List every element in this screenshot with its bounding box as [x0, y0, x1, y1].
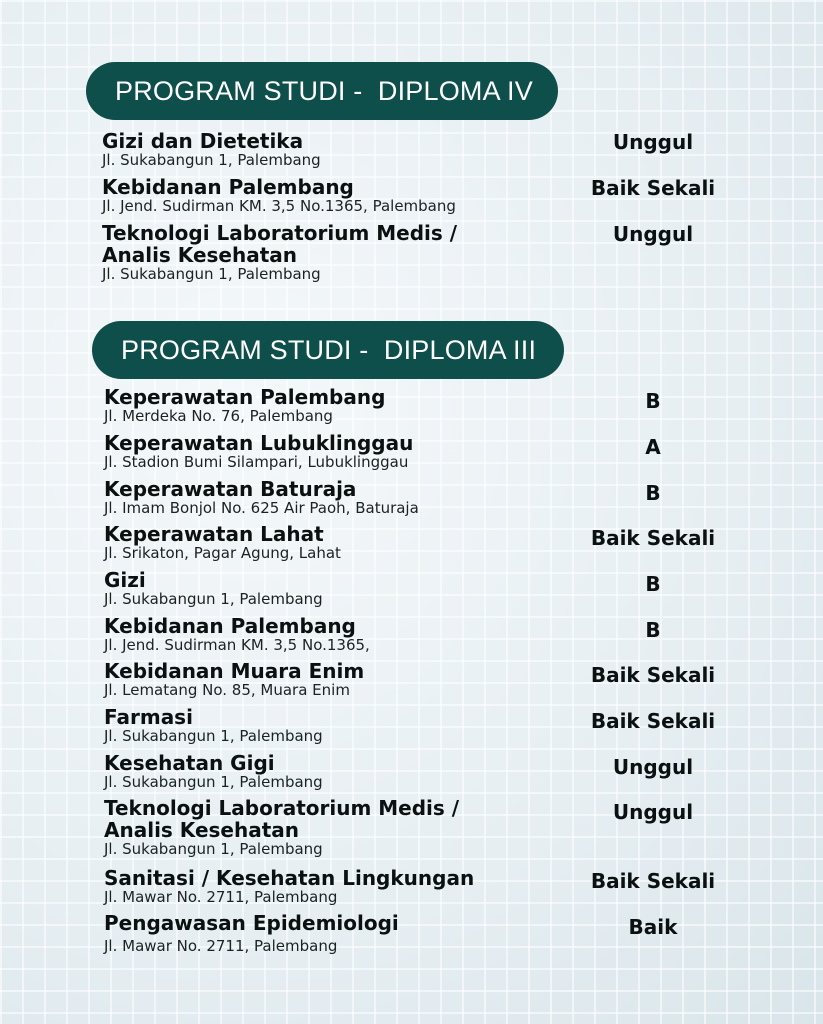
accreditation-grade: Unggul	[612, 130, 694, 154]
program-name-line-1: Teknologi Laboratorium Medis /	[102, 221, 458, 245]
program-address: Jl. Lematang No. 85, Muara Enim	[104, 681, 350, 699]
program-address: Jl. Merdeka No. 76, Palembang	[104, 407, 333, 425]
program-name: Gizi	[104, 568, 146, 592]
accreditation-grade: Baik Sekali	[590, 663, 716, 687]
program-entry	[104, 797, 459, 857]
program-entry	[104, 912, 399, 954]
accreditation-grade: A	[645, 435, 661, 459]
program-name: Keperawatan Lubuklinggau	[104, 431, 414, 455]
program-address: Jl. Stadion Bumi Silampari, Lubuklinggau	[104, 453, 409, 471]
program-entry	[104, 523, 341, 561]
accreditation-grade: Baik	[628, 915, 678, 939]
program-address: Jl. Sukabangun 1, Palembang	[102, 265, 321, 283]
program-entry	[104, 432, 413, 470]
program-entry	[104, 386, 385, 424]
program-entry	[104, 752, 323, 790]
program-entry	[104, 569, 323, 607]
program-address: Jl. Sukabangun 1, Palembang	[104, 590, 323, 608]
program-address: Jl. Sukabangun 1, Palembang	[102, 151, 321, 169]
program-entry	[104, 706, 323, 744]
program-name: Farmasi	[104, 705, 193, 729]
program-entry	[102, 222, 457, 282]
accreditation-grade: B	[645, 389, 661, 413]
program-address: Jl. Mawar No. 2711, Palembang	[104, 888, 338, 906]
program-name: Kebidanan Palembang	[104, 614, 356, 638]
program-entry	[104, 615, 370, 653]
section-header-diploma-iv: PROGRAM STUDI - DIPLOMA IV	[86, 62, 558, 120]
program-address: Jl. Sukabangun 1, Palembang	[104, 840, 323, 858]
accreditation-grade: Unggul	[612, 222, 694, 246]
program-name-line-1: Teknologi Laboratorium Medis /	[104, 796, 460, 820]
program-entry	[104, 478, 419, 516]
program-entry	[102, 176, 456, 214]
program-address: Jl. Sukabangun 1, Palembang	[104, 727, 323, 745]
accreditation-grade: Baik Sekali	[590, 176, 716, 200]
program-entry	[102, 130, 321, 168]
accreditation-grade: Baik Sekali	[590, 709, 716, 733]
program-address: Jl. Sukabangun 1, Palembang	[104, 773, 323, 791]
program-name: Pengawasan Epidemiologi	[104, 911, 399, 935]
program-name: Gizi dan Dietetika	[102, 129, 304, 153]
accreditation-grade: Unggul	[612, 800, 694, 824]
program-name: Keperawatan Lahat	[104, 522, 324, 546]
accreditation-grade: B	[645, 481, 661, 505]
program-name: Kesehatan Gigi	[104, 751, 275, 775]
program-name: Keperawatan Palembang	[104, 385, 386, 409]
program-address: Jl. Imam Bonjol No. 625 Air Paoh, Baturaja	[104, 499, 419, 517]
program-name-line-2: Analis Kesehatan	[102, 243, 297, 267]
accreditation-grade: Unggul	[612, 755, 694, 779]
section-header-diploma-iii: PROGRAM STUDI - DIPLOMA III	[92, 321, 564, 379]
program-name-line-2: Analis Kesehatan	[104, 818, 299, 842]
program-entry	[104, 867, 474, 905]
program-name: Kebidanan Muara Enim	[104, 659, 365, 683]
accreditation-grade: B	[645, 618, 661, 642]
program-address: Jl. Jend. Sudirman KM. 3,5 No.1365, Palembang	[102, 197, 456, 215]
program-name: Sanitasi / Kesehatan Lingkungan	[104, 866, 475, 890]
program-address: Jl. Jend. Sudirman KM. 3,5 No.1365,	[104, 636, 370, 654]
accreditation-grade: Baik Sekali	[590, 526, 716, 550]
program-address: Jl. Srikaton, Pagar Agung, Lahat	[104, 544, 341, 562]
accreditation-grade: Baik Sekali	[590, 869, 716, 893]
program-name: Kebidanan Palembang	[102, 175, 354, 199]
accreditation-grade: B	[645, 572, 661, 596]
program-name: Keperawatan Baturaja	[104, 477, 357, 501]
program-entry	[104, 660, 364, 698]
program-address: Jl. Mawar No. 2711, Palembang	[104, 937, 338, 955]
